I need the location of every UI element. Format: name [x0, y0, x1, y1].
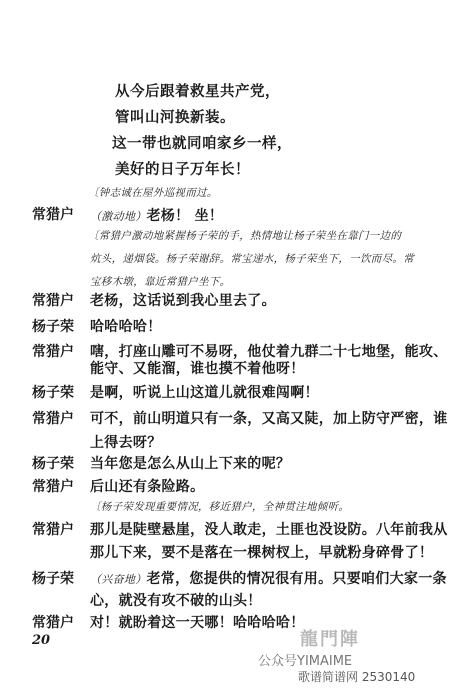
watermark-text: 公众号YIMAIME — [258, 654, 353, 669]
speaker-label: 杨子荣 — [32, 456, 74, 472]
dialogue-line — [90, 568, 447, 588]
stage-direction-line: 炕头，递烟袋。杨子荣谢辞。常宝递水，杨子荣坐下，一饮而尽。常 — [90, 253, 414, 265]
speaker-label: 常猎户 — [32, 615, 74, 631]
speaker-label: 常猎户 — [32, 522, 74, 538]
verse-line-3: 这一带也就同咱家乡一样， — [112, 135, 292, 152]
stage-direction-line: 〔常猎户激动地紧握杨子荣的手，热情地让杨子荣坐在靠门一边的 — [88, 230, 402, 242]
verse-line-2: 管叫山河换新装。 — [115, 109, 235, 126]
dialogue-line: 当年您是怎么从山上下来的呢？ — [90, 456, 291, 472]
speaker-label: 常猎户 — [32, 411, 74, 427]
speaker-label: 常猎户 — [32, 479, 74, 495]
acting-direction: （兴奋地） — [90, 573, 147, 586]
dialogue-line: 对！就盼着这一天哪！哈哈哈哈！ — [90, 615, 305, 631]
dialogue-line: 是啊，听说上山这道儿就很难闯啊！ — [90, 385, 319, 401]
acting-direction: （激动地） — [90, 210, 147, 223]
speaker-label: 杨子荣 — [32, 385, 74, 401]
dialogue-line-continued: 上得去呀？ — [90, 435, 162, 451]
dialogue-text: 老常，您提供的情况很有用。只要咱们大家一条 — [146, 571, 447, 587]
speaker-label: 杨子荣 — [32, 319, 74, 335]
speaker-label: 常猎户 — [32, 293, 74, 309]
watermark-site: 歌谱简谱网 2530140 — [298, 670, 416, 684]
stage-direction-line: 宝移木墩，靠近常猎户坐下。 — [90, 276, 231, 288]
dialogue-line: 那儿是陡壁悬崖，没人敢走，土匪也没设防。八年前我从 — [90, 522, 448, 538]
verse-line-1: 从今后跟着救星共产党， — [115, 83, 280, 100]
speaker-label: 杨子荣 — [32, 571, 74, 587]
watermark-logo: 龍門陣 — [300, 629, 360, 650]
dialogue-line-continued: 那儿下来，要不是落在一棵树杈上，早就粉身碎骨了！ — [90, 545, 434, 561]
page-number: 20 — [32, 633, 51, 648]
dialogue-line: 嗐，打座山雕可不易呀，他仗着九群二十七地堡，能攻、 — [90, 344, 448, 360]
dialogue-text: 老杨！ 坐！ — [146, 208, 224, 224]
dialogue-line: 哈哈哈哈！ — [90, 319, 162, 335]
dialogue-line: 可不，前山明道只有一条，又高又陡，加上防守严密，谁 — [90, 411, 448, 427]
stage-direction: 〔杨子荣发现重要情况，移近猎户，全神贯注地倾听。 — [90, 501, 350, 513]
speaker-label: 常猎户 — [32, 207, 74, 223]
verse-line-4: 美好的日子万年长！ — [115, 161, 250, 178]
stage-direction: 〔钟志诚在屋外巡视而过。 — [88, 187, 218, 199]
dialogue-line-continued: 能守、又能溜，谁也摸不着他呀！ — [90, 361, 305, 377]
speaker-label: 常猎户 — [32, 344, 74, 360]
dialogue-line: 老杨，这话说到我心里去了。 — [90, 293, 276, 309]
dialogue-line-continued: 心，就没有攻不破的山头！ — [90, 593, 262, 609]
dialogue-line — [90, 205, 223, 225]
dialogue-line: 后山还有条险路。 — [90, 479, 205, 495]
